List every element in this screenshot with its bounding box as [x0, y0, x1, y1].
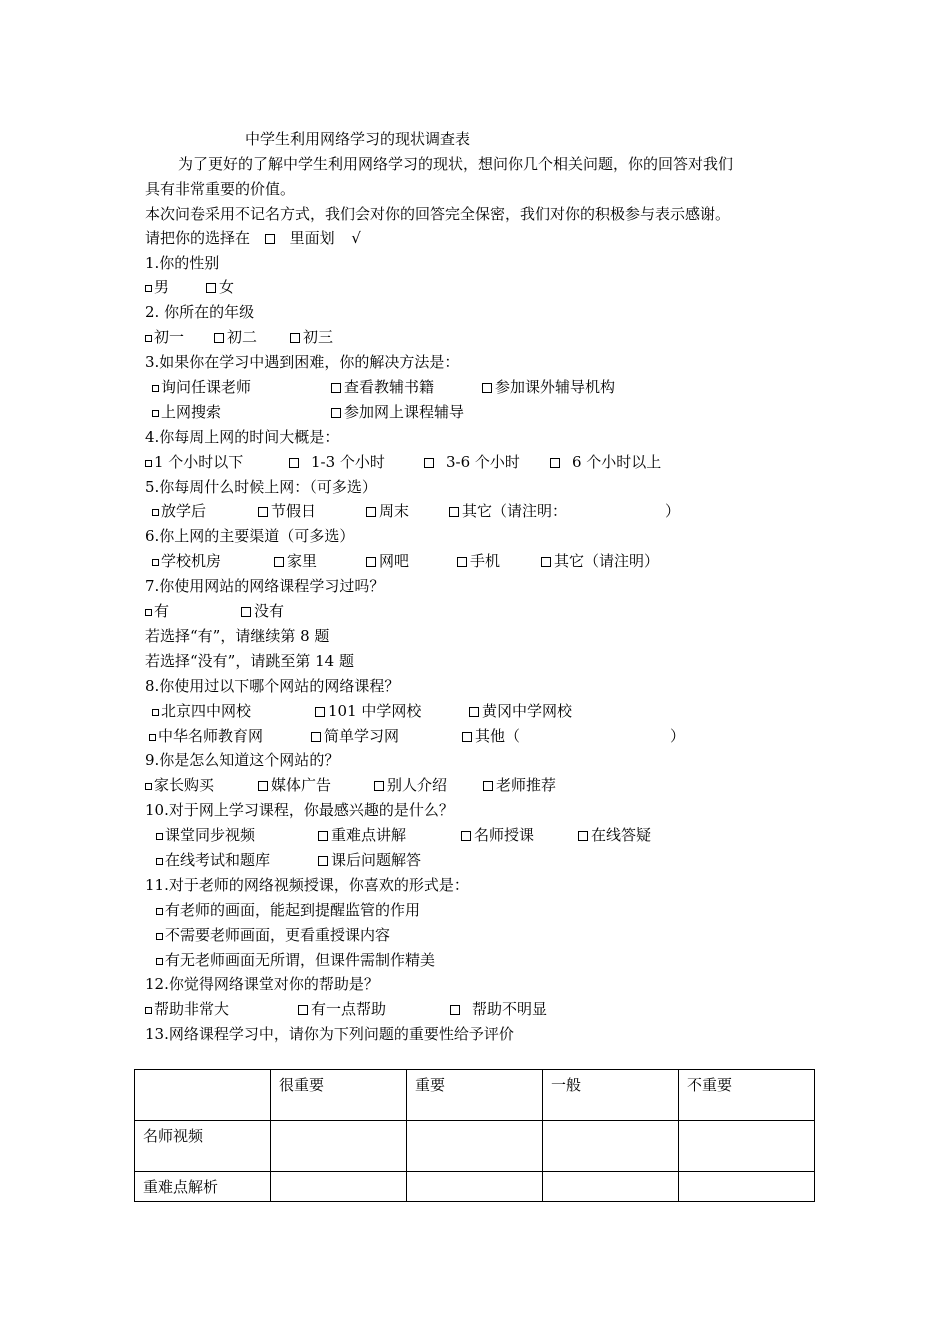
q9-option-teacher[interactable]: 老师推荐: [483, 775, 556, 795]
q6-option-home[interactable]: 家里: [274, 551, 317, 571]
checkbox-icon[interactable]: [145, 285, 152, 292]
question-2: 2. 你所在的年级: [145, 303, 255, 321]
checkbox-icon[interactable]: [366, 507, 376, 517]
q3-option-online-course[interactable]: 参加网上课程辅导: [331, 402, 464, 422]
q12-option-very-helpful[interactable]: 帮助非常大: [145, 999, 229, 1019]
checkbox-icon[interactable]: [145, 335, 152, 342]
q4-option-1to3[interactable]: 1-3 个小时: [289, 452, 385, 472]
checkbox-icon[interactable]: [152, 410, 159, 417]
rating-cell[interactable]: [271, 1172, 407, 1202]
q8-option-jiandan[interactable]: 简单学习网: [311, 726, 399, 746]
checkbox-icon[interactable]: [318, 831, 328, 841]
q12-option-some-help[interactable]: 有一点帮助: [298, 999, 386, 1019]
checkbox-icon[interactable]: [145, 460, 152, 467]
checkbox-icon[interactable]: [318, 856, 328, 866]
checkbox-icon[interactable]: [311, 732, 321, 742]
intro-instruction-a: 请把你的选择在: [145, 229, 251, 247]
q7-note-no: 若选择“没有”，请跳至第 14 题: [145, 652, 354, 670]
q8-option-huanggang[interactable]: 黄冈中学网校: [469, 701, 572, 721]
q2-option-grade3[interactable]: 初三: [290, 327, 333, 347]
q10-option-key-points[interactable]: 重难点讲解: [318, 825, 406, 845]
table-header-cell: [135, 1070, 271, 1121]
q2-option-grade1[interactable]: 初一: [145, 327, 184, 347]
q10-option-after-class[interactable]: 课后问题解答: [318, 850, 421, 870]
rating-cell[interactable]: [271, 1121, 407, 1172]
checkbox-icon[interactable]: [152, 509, 159, 516]
checkbox-icon[interactable]: [450, 1005, 460, 1015]
q12-option-not-obvious[interactable]: 帮助不明显: [450, 999, 547, 1019]
rating-table-header: [135, 1070, 815, 1121]
question-5: 5.你每周什么时候上网：（可多选）: [145, 478, 377, 496]
q8-option-zhonghua[interactable]: 中华名师教育网: [149, 726, 263, 746]
question-6: 6.你上网的主要渠道（可多选）: [145, 527, 355, 545]
checkbox-icon[interactable]: [482, 383, 492, 393]
q8-option-other[interactable]: 其他（: [462, 726, 520, 746]
table-header-cell: 很重要: [271, 1070, 407, 1121]
checkbox-icon[interactable]: [461, 831, 471, 841]
checkbox-icon[interactable]: [469, 707, 479, 717]
rating-cell[interactable]: [679, 1172, 815, 1202]
q6-option-internet-cafe[interactable]: 网吧: [366, 551, 409, 571]
table-row-label: 重难点解析: [135, 1172, 271, 1202]
q4-option-over6[interactable]: 6 个小时以上: [550, 452, 661, 472]
q9-option-parents[interactable]: 家长购买: [145, 775, 214, 795]
q10-option-exams[interactable]: 在线考试和题库: [156, 850, 270, 870]
table-header-cell: 重要: [407, 1070, 543, 1121]
checkbox-icon[interactable]: [290, 333, 300, 343]
q3-option-books[interactable]: 查看教辅书籍: [331, 377, 434, 397]
q9-option-referral[interactable]: 别人介绍: [374, 775, 447, 795]
intro-line-1: 为了更好的了解中学生利用网络学习的现状，想问你几个相关问题，你的回答对我们: [178, 155, 734, 173]
rating-table: [134, 1069, 815, 1202]
rating-cell[interactable]: [407, 1172, 543, 1202]
question-12: 12.你觉得网络课堂对你的帮助是？: [145, 975, 379, 993]
checkbox-icon[interactable]: [156, 933, 163, 940]
q8-option-beijing4[interactable]: 北京四中网校: [152, 701, 251, 721]
checkbox-icon[interactable]: [156, 833, 163, 840]
checkbox-icon[interactable]: [483, 781, 493, 791]
intro-line-2: 具有非常重要的价值。: [145, 180, 296, 198]
checkbox-icon[interactable]: [149, 734, 156, 741]
checkbox-icon[interactable]: [424, 458, 434, 468]
checkbox-icon[interactable]: [258, 507, 268, 517]
checkbox-icon[interactable]: [152, 559, 159, 566]
q5-other-close-paren: ）: [665, 502, 681, 520]
question-1: 1.你的性别: [145, 254, 220, 272]
q11-option-with-teacher[interactable]: 有老师的画面，能起到提醒监管的作用: [156, 900, 420, 920]
question-4: 4.你每周上网的时间大概是：: [145, 428, 340, 446]
q6-option-other[interactable]: 其它（请注明）: [541, 551, 659, 571]
question-3: 3.如果你在学习中遇到困难，你的解决方法是：: [145, 353, 460, 371]
q8-other-close-paren: ）: [670, 727, 686, 745]
q1-option-male[interactable]: 男: [145, 277, 169, 297]
checkbox-sample-icon: [265, 234, 275, 244]
checkbox-icon[interactable]: [315, 707, 325, 717]
checkbox-icon[interactable]: [145, 1007, 152, 1014]
checkbox-icon[interactable]: [457, 557, 467, 567]
q7-option-no[interactable]: 没有: [241, 601, 284, 621]
q2-option-grade2[interactable]: 初二: [214, 327, 257, 347]
q1-option-female[interactable]: 女: [206, 277, 234, 297]
checkbox-icon[interactable]: [152, 385, 159, 392]
q3-option-search[interactable]: 上网搜索: [152, 402, 221, 422]
table-row: [135, 1172, 815, 1202]
checkbox-icon[interactable]: [578, 831, 588, 841]
checkbox-icon[interactable]: [241, 607, 251, 617]
question-7: 7.你使用网站的网络课程学习过吗？: [145, 577, 385, 595]
checkbox-icon[interactable]: [258, 781, 268, 791]
checkbox-icon[interactable]: [550, 458, 560, 468]
q11-option-indifferent[interactable]: 有无老师画面无所谓，但课件需制作精美: [156, 950, 435, 970]
intro-line-3: 本次问卷采用不记名方式，我们会对你的回答完全保密，我们对你的积极参与表示感谢。: [145, 205, 731, 223]
checkbox-icon[interactable]: [156, 908, 163, 915]
q5-option-holidays[interactable]: 节假日: [258, 501, 316, 521]
q5-option-after-school[interactable]: 放学后: [152, 501, 206, 521]
q10-option-sync-video[interactable]: 课堂同步视频: [156, 825, 255, 845]
q5-option-weekend[interactable]: 周末: [366, 501, 409, 521]
checkbox-icon[interactable]: [289, 458, 299, 468]
checkbox-icon[interactable]: [541, 557, 551, 567]
question-11: 11.对于老师的网络视频授课，你喜欢的形式是：: [145, 876, 469, 894]
q9-option-media[interactable]: 媒体广告: [258, 775, 331, 795]
q3-option-tutoring[interactable]: 参加课外辅导机构: [482, 377, 615, 397]
rating-cell[interactable]: [407, 1121, 543, 1172]
q4-option-3to6[interactable]: 3-6 个小时: [424, 452, 520, 472]
intro-line-4: [145, 228, 361, 248]
checkbox-icon[interactable]: [156, 958, 163, 965]
rating-cell[interactable]: [543, 1172, 679, 1202]
q6-option-phone[interactable]: 手机: [457, 551, 500, 571]
checkbox-icon[interactable]: [298, 1005, 308, 1015]
q3-option-ask-teacher[interactable]: 询问任课老师: [152, 377, 251, 397]
q10-option-online-qa[interactable]: 在线答疑: [578, 825, 651, 845]
checkmark-icon: √: [351, 229, 361, 247]
checkbox-icon[interactable]: [145, 783, 152, 790]
q8-option-101[interactable]: 101 中学网校: [315, 701, 421, 721]
checkbox-icon[interactable]: [274, 557, 284, 567]
q6-option-school-lab[interactable]: 学校机房: [152, 551, 221, 571]
table-row-label: 名师视频: [135, 1121, 271, 1172]
question-8: 8.你使用过以下哪个网站的网络课程？: [145, 677, 400, 695]
checkbox-icon[interactable]: [206, 283, 216, 293]
checkbox-icon[interactable]: [214, 333, 224, 343]
page-title: 中学生利用网络学习的现状调查表: [245, 130, 471, 148]
rating-cell[interactable]: [543, 1121, 679, 1172]
checkbox-icon[interactable]: [156, 858, 163, 865]
checkbox-icon[interactable]: [462, 732, 472, 742]
checkbox-icon[interactable]: [145, 609, 152, 616]
q10-option-famous-teacher[interactable]: 名师授课: [461, 825, 534, 845]
checkbox-icon[interactable]: [449, 507, 459, 517]
q11-option-no-teacher[interactable]: 不需要老师画面，更看重授课内容: [156, 925, 390, 945]
checkbox-icon[interactable]: [331, 408, 341, 418]
q5-option-other[interactable]: 其它（请注明：: [449, 501, 567, 521]
q7-option-yes[interactable]: 有: [145, 601, 169, 621]
question-9: 9.你是怎么知道这个网站的？: [145, 751, 340, 769]
q7-note-yes: 若选择“有”，请继续第 8 题: [145, 627, 330, 645]
table-row: [135, 1121, 815, 1172]
intro-instruction-b: 里面划: [289, 229, 335, 247]
table-header-cell: 不重要: [679, 1070, 815, 1121]
checkbox-icon[interactable]: [366, 557, 376, 567]
question-10: 10.对于网上学习课程，你最感兴趣的是什么？: [145, 801, 454, 819]
checkbox-icon[interactable]: [331, 383, 341, 393]
checkbox-icon[interactable]: [152, 709, 159, 716]
rating-cell[interactable]: [679, 1121, 815, 1172]
question-13: 13.网络课程学习中，请你为下列问题的重要性给予评价: [145, 1025, 514, 1043]
checkbox-icon[interactable]: [374, 781, 384, 791]
q4-option-under1[interactable]: 1 个小时以下: [145, 452, 243, 472]
table-header-cell: 一般: [543, 1070, 679, 1121]
